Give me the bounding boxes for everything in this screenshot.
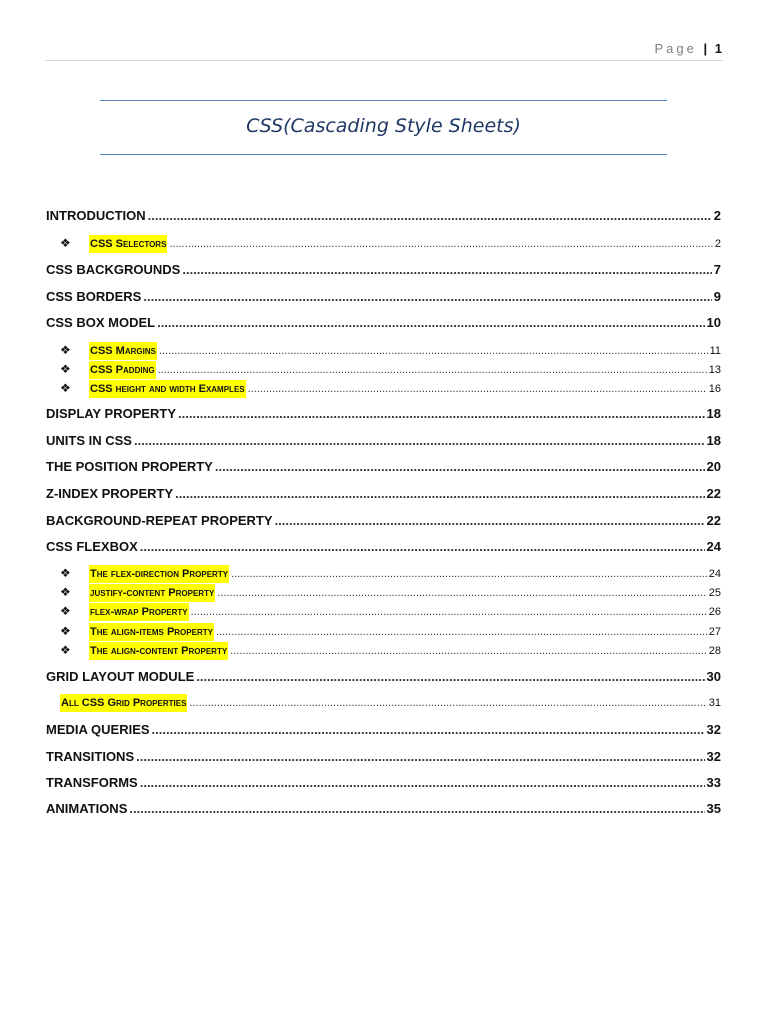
toc-entry-label: DISPLAY PROPERTY — [46, 406, 177, 421]
toc-page-number: 32 — [706, 722, 721, 737]
toc-page-number: 22 — [706, 513, 721, 528]
toc-entry[interactable] — [46, 564, 721, 582]
toc-entry-label: CSS Selectors — [89, 235, 167, 253]
toc-leader-dots — [175, 485, 704, 503]
toc-entry[interactable] — [46, 538, 721, 556]
four-diamond-bullet-icon: ❖ — [60, 585, 71, 599]
toc-leader-dots — [140, 774, 705, 792]
toc-leader-dots — [230, 642, 707, 660]
toc-page-number: 18 — [706, 433, 721, 448]
toc-page-number: 27 — [708, 626, 721, 638]
toc-entry[interactable] — [46, 602, 721, 620]
toc-entry[interactable] — [46, 641, 721, 659]
document-title: CSS(Cascading Style Sheets) — [246, 115, 521, 137]
toc-leader-dots — [134, 432, 705, 450]
toc-leader-dots — [158, 361, 707, 379]
four-diamond-bullet-icon: ❖ — [60, 566, 71, 580]
page-separator: | — [703, 41, 708, 56]
toc-page-number: 2 — [714, 238, 721, 250]
toc-entry[interactable] — [46, 721, 721, 739]
four-diamond-bullet-icon: ❖ — [60, 343, 71, 357]
toc-page-number: 7 — [713, 262, 721, 277]
toc-entry-label: CSS FLEXBOX — [46, 539, 138, 554]
toc-entry-label: CSS Padding — [89, 361, 156, 379]
toc-leader-dots — [215, 458, 705, 476]
toc-entry-label: Z-INDEX PROPERTY — [46, 486, 174, 501]
toc-entry[interactable] — [46, 261, 721, 279]
toc-leader-dots — [143, 288, 711, 306]
toc-page-number: 24 — [706, 539, 721, 554]
toc-entry[interactable] — [46, 234, 721, 252]
toc-page-number: 35 — [706, 801, 721, 816]
toc-page-number: 33 — [706, 775, 721, 790]
toc-entry[interactable] — [46, 800, 721, 818]
toc-entry-label: The align-items Property — [89, 623, 214, 641]
toc-entry-label: flex-wrap Property — [89, 603, 189, 621]
four-diamond-bullet-icon: ❖ — [60, 236, 71, 250]
toc-entry[interactable] — [46, 668, 721, 686]
toc-entry-label: The flex-direction Property — [89, 565, 229, 583]
toc-page-number: 24 — [708, 568, 721, 580]
toc-entry[interactable] — [46, 622, 721, 640]
toc-entry-label: BACKGROUND-REPEAT PROPERTY — [46, 513, 273, 528]
toc-page-number: 32 — [706, 749, 721, 764]
toc-page-number: 2 — [713, 208, 721, 223]
toc-page-number: 13 — [708, 364, 721, 376]
toc-leader-dots — [248, 380, 707, 398]
toc-page-number: 31 — [708, 697, 721, 709]
toc-entry-label: ANIMATIONS — [46, 801, 128, 816]
four-diamond-bullet-icon: ❖ — [60, 643, 71, 657]
toc-entry-label: UNITS IN CSS — [46, 433, 132, 448]
toc-entry-label: justify-content Property — [89, 584, 215, 602]
toc-entry-label: CSS Margins — [89, 342, 157, 360]
toc-page-number: 18 — [706, 406, 721, 421]
toc-page-number: 16 — [708, 383, 721, 395]
toc-leader-dots — [231, 565, 707, 583]
toc-entry[interactable] — [46, 774, 721, 792]
toc-entry[interactable] — [46, 288, 721, 306]
four-diamond-bullet-icon: ❖ — [60, 362, 71, 376]
toc-leader-dots — [140, 538, 705, 556]
page-word: Page — [654, 41, 697, 56]
page-number: 1 — [714, 41, 722, 56]
toc-entry[interactable] — [46, 360, 721, 378]
toc-entry-label: CSS BACKGROUNDS — [46, 262, 181, 277]
toc-page-number: 26 — [708, 606, 721, 618]
toc-page-number: 28 — [708, 645, 721, 657]
toc-entry[interactable] — [46, 694, 721, 712]
four-diamond-bullet-icon: ❖ — [60, 624, 71, 638]
toc-leader-dots — [178, 405, 704, 423]
toc-leader-dots — [148, 207, 712, 225]
toc-entry[interactable] — [46, 748, 721, 766]
toc-entry-label: GRID LAYOUT MODULE — [46, 669, 195, 684]
toc-entry-label: TRANSFORMS — [46, 775, 138, 790]
four-diamond-bullet-icon: ❖ — [60, 604, 71, 618]
toc-page-number: 30 — [706, 669, 721, 684]
toc-page-number: 9 — [713, 289, 721, 304]
toc-entry-label: CSS height and width Examples — [89, 380, 246, 398]
toc-entry-label: TRANSITIONS — [46, 749, 135, 764]
toc-entry[interactable] — [46, 485, 721, 503]
toc-leader-dots — [159, 342, 708, 360]
toc-leader-dots — [216, 623, 707, 641]
toc-leader-dots — [189, 694, 706, 712]
toc-page-number: 20 — [706, 459, 721, 474]
toc-page-number: 11 — [709, 345, 721, 357]
toc-entry-label: CSS BOX MODEL — [46, 315, 156, 330]
toc-entry-label: The align-content Property — [89, 642, 228, 660]
toc-page-number: 25 — [708, 587, 721, 599]
toc-page-number: 10 — [706, 315, 721, 330]
toc-entry-label: INTRODUCTION — [46, 208, 146, 223]
toc-leader-dots — [157, 314, 704, 332]
toc-entry[interactable] — [46, 341, 721, 359]
toc-leader-dots — [182, 261, 711, 279]
toc-entry[interactable] — [46, 458, 721, 476]
toc-leader-dots — [191, 603, 707, 621]
four-diamond-bullet-icon: ❖ — [60, 381, 71, 395]
toc-page-number: 22 — [706, 486, 721, 501]
toc-leader-dots — [136, 748, 704, 766]
toc-leader-dots — [217, 584, 706, 602]
toc-entry-label: All CSS Grid Properties — [60, 694, 187, 712]
toc-leader-dots — [196, 668, 704, 686]
toc-entry[interactable] — [46, 405, 721, 423]
toc-entry[interactable] — [46, 379, 721, 397]
toc-entry-label: THE POSITION PROPERTY — [46, 459, 213, 474]
toc-leader-dots — [129, 800, 704, 818]
toc-entry[interactable] — [46, 207, 721, 225]
toc-leader-dots — [169, 235, 712, 253]
toc-leader-dots — [275, 512, 705, 530]
toc-entry[interactable] — [46, 583, 721, 601]
toc-entry[interactable] — [46, 314, 721, 332]
toc-leader-dots — [152, 721, 705, 739]
toc-entry-label: MEDIA QUERIES — [46, 722, 150, 737]
toc-entry[interactable] — [46, 512, 721, 530]
toc-entry-label: CSS BORDERS — [46, 289, 142, 304]
toc-entry[interactable] — [46, 432, 721, 450]
